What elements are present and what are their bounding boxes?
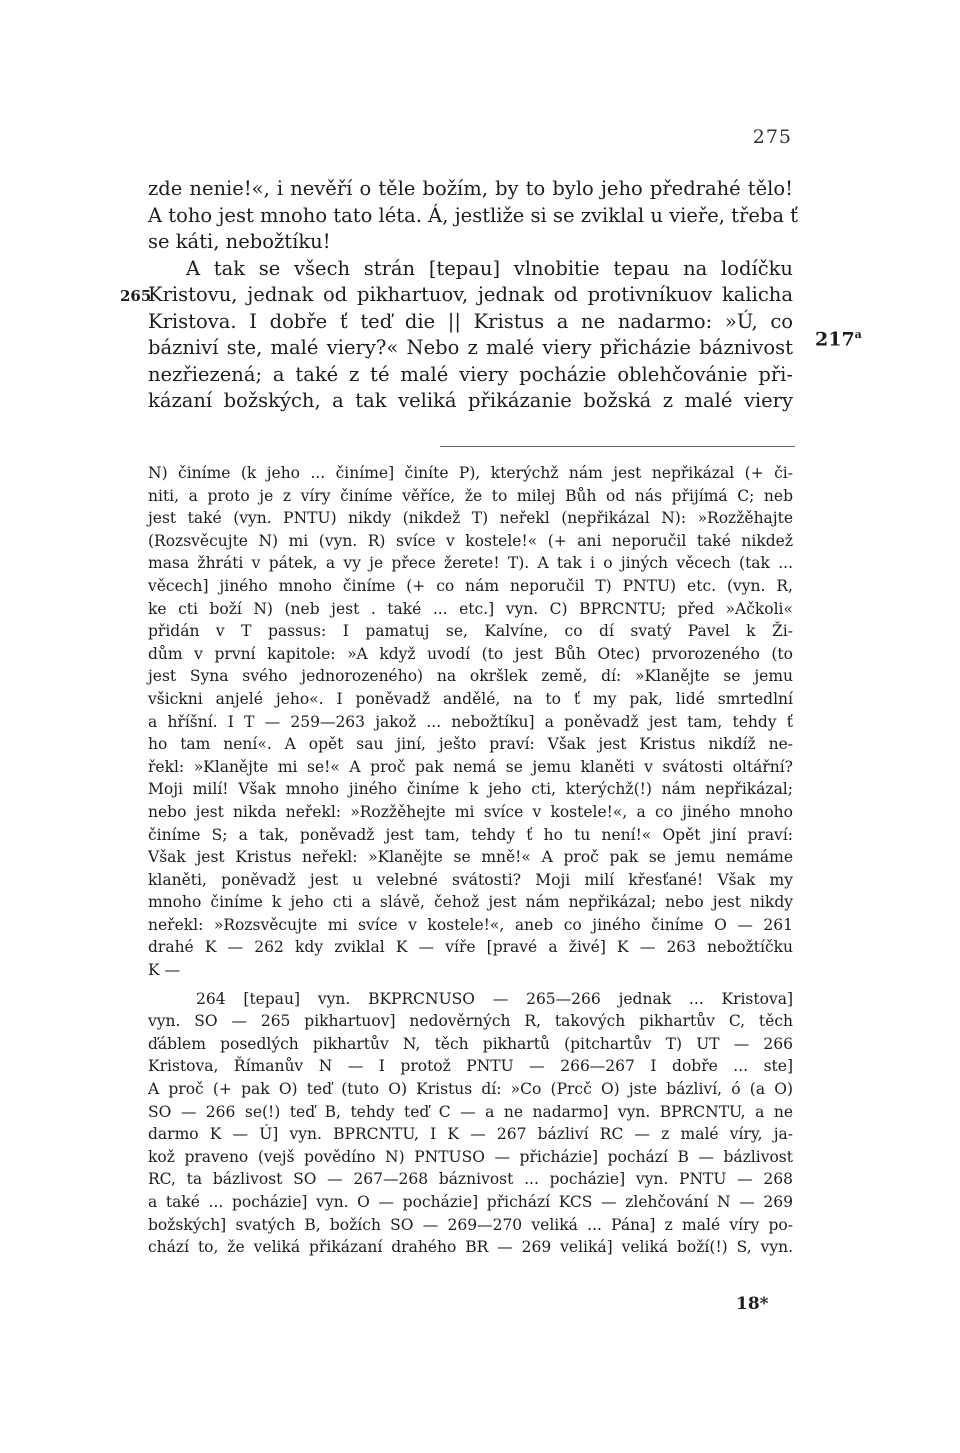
main-text-line: Kristova. I dobře ť teď die || Kristus a ne nadarmo: »Ú, co bbox=[148, 309, 793, 333]
apparatus-line: ke cti boží N) (neb jest . také ... etc.] vyn. C) BPRCNTU; před »Ačkoli« bbox=[148, 599, 793, 618]
apparatus-line: přidán v T passus: I pamatuj se, Kalvíne, co dí svatý Pavel k Ži- bbox=[148, 622, 793, 641]
folio-number: 217 bbox=[815, 328, 855, 351]
main-text-line: zde nenie!«, i nevěří o těle božím, by to bylo jeho předrahé tělo! bbox=[148, 177, 793, 200]
apparatus-line: SO — 266 se(!) teď B, tehdy teď C — a ne nadarmo] vyn. BPRCNTU, a ne bbox=[148, 1102, 793, 1121]
apparatus-line: dům v první kapitole: »A když uvodí (to jest Bůh Otec) prvorozeného (to bbox=[148, 644, 793, 663]
apparatus-line: nebo jest nikda neřekl: »Rozžěhejte mi svíce v kostele!«, a co jiného mnoho bbox=[148, 802, 793, 821]
apparatus-line: řekl: »Klanějte mi se!« A proč pak nemá se jemu klaněti v svátosti oltářní? bbox=[148, 757, 793, 776]
apparatus-line: kož praveno (vejš povědíno N) PNTUSO — přicházie] pochází B — bázlivost bbox=[148, 1147, 793, 1166]
apparatus-line: N) činíme (k jeho ... činíme] činíte P), kterýchž nám jest nepřikázal (+ či- bbox=[148, 464, 793, 482]
line-number-marker: 265 bbox=[120, 287, 152, 305]
main-text-line: kázaní božských, a tak veliká přikázanie božská z malé viery bbox=[148, 389, 793, 412]
apparatus-line: Však jest Kristus neřekl: »Klanějte se mně!« A proč pak se jemu nemáme bbox=[148, 848, 793, 867]
footnote-divider bbox=[440, 446, 795, 447]
apparatus-line: věcech] jiného mnoho činíme (+ co nám neporučil T) PNTU) etc. (vyn. R, bbox=[148, 576, 793, 595]
apparatus-line: Kristova, Římanův N — I protož PNTU — 266—267 I dobře ... ste] bbox=[148, 1057, 793, 1076]
apparatus-line: jest Syna svého jednorozeného) na okršlek země, dí: »Klanějte se jemu bbox=[148, 667, 793, 686]
apparatus-line: Moji milí! Však mnoho jiného činíme k jeho cti, kterýchž(!) nám nepřikázal; bbox=[148, 780, 793, 799]
apparatus-line: a hříšní. I T — 259—263 jakož ... nebožtíku] a poněvadž jest tam, tehdy ť bbox=[148, 712, 793, 731]
apparatus-line: ďáblem posedlých pikhartův N, těch pikhartů (pitchartův T) UT — 266 bbox=[148, 1034, 793, 1053]
apparatus-line: niti, a proto je z víry činíme věříce, že to milej Bůh od nás přijímá C; neb bbox=[148, 486, 793, 505]
apparatus-line: mnoho činíme k jeho cti a slávě, čehož jest nám nepřikázal; nebo jest nikdy bbox=[148, 893, 793, 912]
apparatus-line: masa žhráti v pátek, a vy je přece žerete! T). A tak i o jiných věcech (tak ... bbox=[148, 554, 793, 573]
apparatus-line: 264 [tepau] vyn. BKPRCNUSO — 265—266 jednak ... Kristova] bbox=[196, 989, 793, 1008]
apparatus-line: darmo K — Ú] vyn. BPRCNTU, I K — 267 bázliví RC — z malé víry, ja- bbox=[148, 1125, 793, 1144]
apparatus-line: a také ... pocházie] vyn. O — pocházie] přichází KCS — zlehčování N — 269 bbox=[148, 1193, 793, 1211]
printer-signature: 18* bbox=[736, 1294, 769, 1314]
apparatus-line: K — bbox=[148, 961, 181, 980]
folio-side: a bbox=[854, 328, 862, 341]
apparatus-line: božských] svatých B, božích SO — 269—270 veliká ... Pána] z malé víry po- bbox=[148, 1215, 793, 1234]
apparatus-line: drahé K — 262 kdy zviklal K — víře [pravé a živé] K — 263 nebožtíčku bbox=[148, 938, 793, 957]
main-text bbox=[148, 176, 799, 415]
apparatus-line: klaněti, poněvadž jest u velebné svátosti? Moji milí křesťané! Však my bbox=[148, 870, 793, 889]
apparatus-line: neřekl: »Rozsvěcujte mi svíce v kostele!«, aneb co jiného činíme O — 261 bbox=[148, 915, 793, 934]
apparatus-line: ho tam není«. A opět sau jiní, ješto praví: Však jest Kristus nikdíž ne- bbox=[148, 735, 793, 754]
main-text-line: bázniví ste, malé viery?« Nebo z malé viery přicházie báznivost bbox=[148, 336, 793, 359]
main-text-line: A toho jest mnoho tato léta. Á, jestliže si se zviklal u vieře, třeba ť bbox=[148, 203, 799, 227]
folio-marker bbox=[815, 328, 862, 350]
apparatus-line: chází to, že veliká přikázaní drahého BR — 269 veliká] veliká boží(!) S, vyn. bbox=[148, 1238, 793, 1257]
apparatus-line: jest také (vyn. PNTU) nikdy (nikdež T) neřekl (nepřikázal N): »Rozžěhajte bbox=[148, 509, 793, 528]
main-text-line: A tak se všech strán [tepau] vlnobitie tepau na lodíčku bbox=[186, 256, 793, 280]
apparatus-line: vyn. SO — 265 pikhartuov] nedověrných R, takových pikhartův C, těch bbox=[148, 1012, 793, 1031]
page-number: 275 bbox=[752, 126, 792, 148]
apparatus-line: A proč (+ pak O) teď (tuto O) Kristus dí: »Co (Prcč O) jste bázliví, ó (a O) bbox=[148, 1080, 793, 1099]
apparatus-line: (Rozsvěcujte N) mi (vyn. R) svíce v kostele!« (+ ani neporučil také nikdež bbox=[148, 531, 793, 550]
critical-apparatus bbox=[148, 462, 793, 1259]
main-text-line: Kristovu, jednak od pikhartuov, jednak od protivníkuov kalicha bbox=[148, 283, 793, 306]
main-text-line: nezřiezená; a také z té malé viery pocházie oblehčovánie při- bbox=[148, 362, 793, 386]
main-text-line: se káti, nebožtíku! bbox=[148, 230, 331, 253]
apparatus-line: RC, ta bázlivost SO — 267—268 báznivost ... pocházie] vyn. PNTU — 268 bbox=[148, 1170, 793, 1189]
apparatus-line: činíme S; a tak, poněvadž jest tam, tehdy ť ho tu není!« Opět jiní praví: bbox=[148, 825, 793, 844]
apparatus-line: všickni anjelé jeho«. I poněvadž andělé, na to ť my pak, lidé smrtedlní bbox=[148, 689, 793, 708]
